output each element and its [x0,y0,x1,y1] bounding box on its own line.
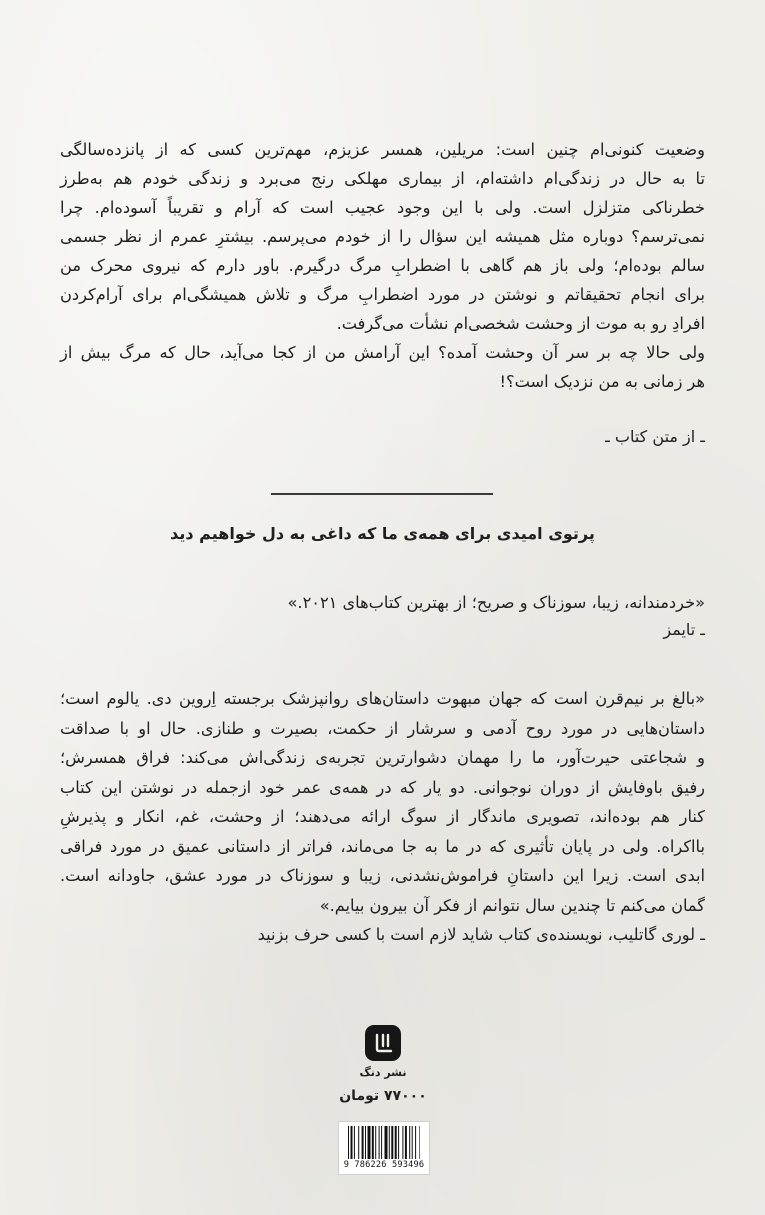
barcode-bar [348,1126,349,1159]
barcode-bar [381,1126,382,1159]
tagline: پرتوی امیدی برای همه‌ی ما که داغی به دل خواهیم دید [170,524,595,543]
barcode-bar [412,1126,413,1159]
barcode-bar [358,1126,359,1159]
review-line: گمان می‌کنم تا چندین سال نتوانم از فکر آن بیرون بیایم.» [319,895,705,915]
publisher-logo-icon [365,1025,401,1061]
barcode-bars [348,1126,420,1159]
section-divider [271,493,493,495]
barcode-bar [385,1126,388,1159]
times-source: ـ تایمز [663,620,705,639]
times-quote: «خردمندانه، زیبا، سوزناک و صریح؛ از بهترین کتاب‌های ۲۰۲۱.» [287,593,705,612]
barcode-bar [409,1126,410,1159]
book-excerpt [60,135,705,396]
barcode-bar [379,1126,380,1159]
barcode-bar [365,1126,366,1159]
barcode-bar [372,1126,374,1159]
excerpt-line: وضعیت کنونی‌ام چنین است: مریلین، همسر عزیزم، مهم‌ترین کسی که از پانزده‌سالگی [60,140,705,159]
excerpt-line: برای انجام تحقیقاتم و نوشتن در مورد اضطرابِ مرگ و تلاش همیشگی‌ام برای آرام‌کردن [60,285,705,304]
barcode-bar [389,1126,390,1159]
barcode-bar [375,1126,376,1159]
review-blurb [60,684,705,950]
barcode-bar [368,1126,371,1159]
review-line: کنار هم بوده‌اند، تصویری ماندگار از سوگ ارائه می‌دهند؛ از وحشت، غم، انکار و پذیرشِ [60,807,705,826]
review-line: رفیق باوفایش از دوران نوجوانی. دو یار که در همه‌ی عمر خود از‌جمله در نوشتن این کتاب [60,777,705,797]
excerpt-line: خطرناکی متزلزل است. ولی با این وجود عجیب است که آرام و تقریباً آسوده‌ام. چرا [60,198,705,217]
barcode-bar [351,1126,353,1159]
barcode-bar [398,1126,399,1159]
barcode-bar [415,1126,416,1159]
excerpt-line: سالم بوده‌ام؛ ولی باز هم گاهی با اضطرابِ مرگ درگیرم. باور دارم که نیروی محرک من [60,256,705,275]
excerpt-line: تا به حال در زندگی‌ام داشته‌ام، از بیماری مهلکی رنج می‌برد و زندگی خودم هم به‌طرز [60,169,705,188]
barcode-bar [405,1126,407,1159]
barcode-bar [362,1126,364,1159]
review-line: ابدی است. زیرا این داستانِ فراموش‌نشدنی، زیبا و سوزناک در مورد عشق، جاودانه است. [60,866,705,885]
isbn-number: 9 786226 593496 [343,1160,425,1170]
review-line: داستان‌هایی در مورد روح آدمی و سرشار از حکمت، بصیرت و طنازی. حال او با صداقت [60,718,705,738]
excerpt-line: نمی‌ترسم؟ دوباره مثل همیشه این سؤال را از خودم می‌پرسم. بیشترِ عمرم از نظر جسمی [60,227,705,246]
barcode-bar [354,1126,355,1159]
barcode-bar [402,1126,403,1159]
price-label: ۷۷۰۰۰ تومان [339,1088,427,1104]
excerpt-line: هر زمانی به من نزدیک است؟! [499,372,705,391]
review-line: و شجاعتی حیرت‌آور، ما را مهمان دشوارترین تجربه‌ی زندگی‌اش می‌کند: فراق همسرش؛ [60,748,705,767]
barcode-bar [395,1126,397,1159]
excerpt-line: ولی حالا چه بر سر آن وحشت آمده؟ این آرامش من از کجا می‌آید، حال که مرگ بیش از [60,343,705,362]
publisher-logo-mark [371,1032,395,1054]
publisher-name: نشر دنگ [359,1066,407,1079]
isbn-barcode [338,1121,430,1175]
excerpt-line: افرادِ رو به موت از وحشت شخصی‌ام نشأت می‌گرفت. [336,314,705,333]
barcode-bar [391,1126,393,1159]
barcode-bar [419,1126,420,1159]
review-source: ـ لوری گاتلیب، نویسنده‌ی کتاب شاید لازم است با کسی حرف بزنید [257,925,705,944]
review-line: «بالغ بر نیم‌قرن است که جهان مبهوت داستان‌های روانپزشک برجسته اِروین دی. یالوم است؛ [60,689,705,708]
review-line: بااکراه. ولی در پایان تأثیری که در ما به جا می‌ماند، فراتر از داستانی عمیق در مورد فراقی [60,836,705,856]
excerpt-source: ـ از متن کتاب ـ [605,427,705,446]
